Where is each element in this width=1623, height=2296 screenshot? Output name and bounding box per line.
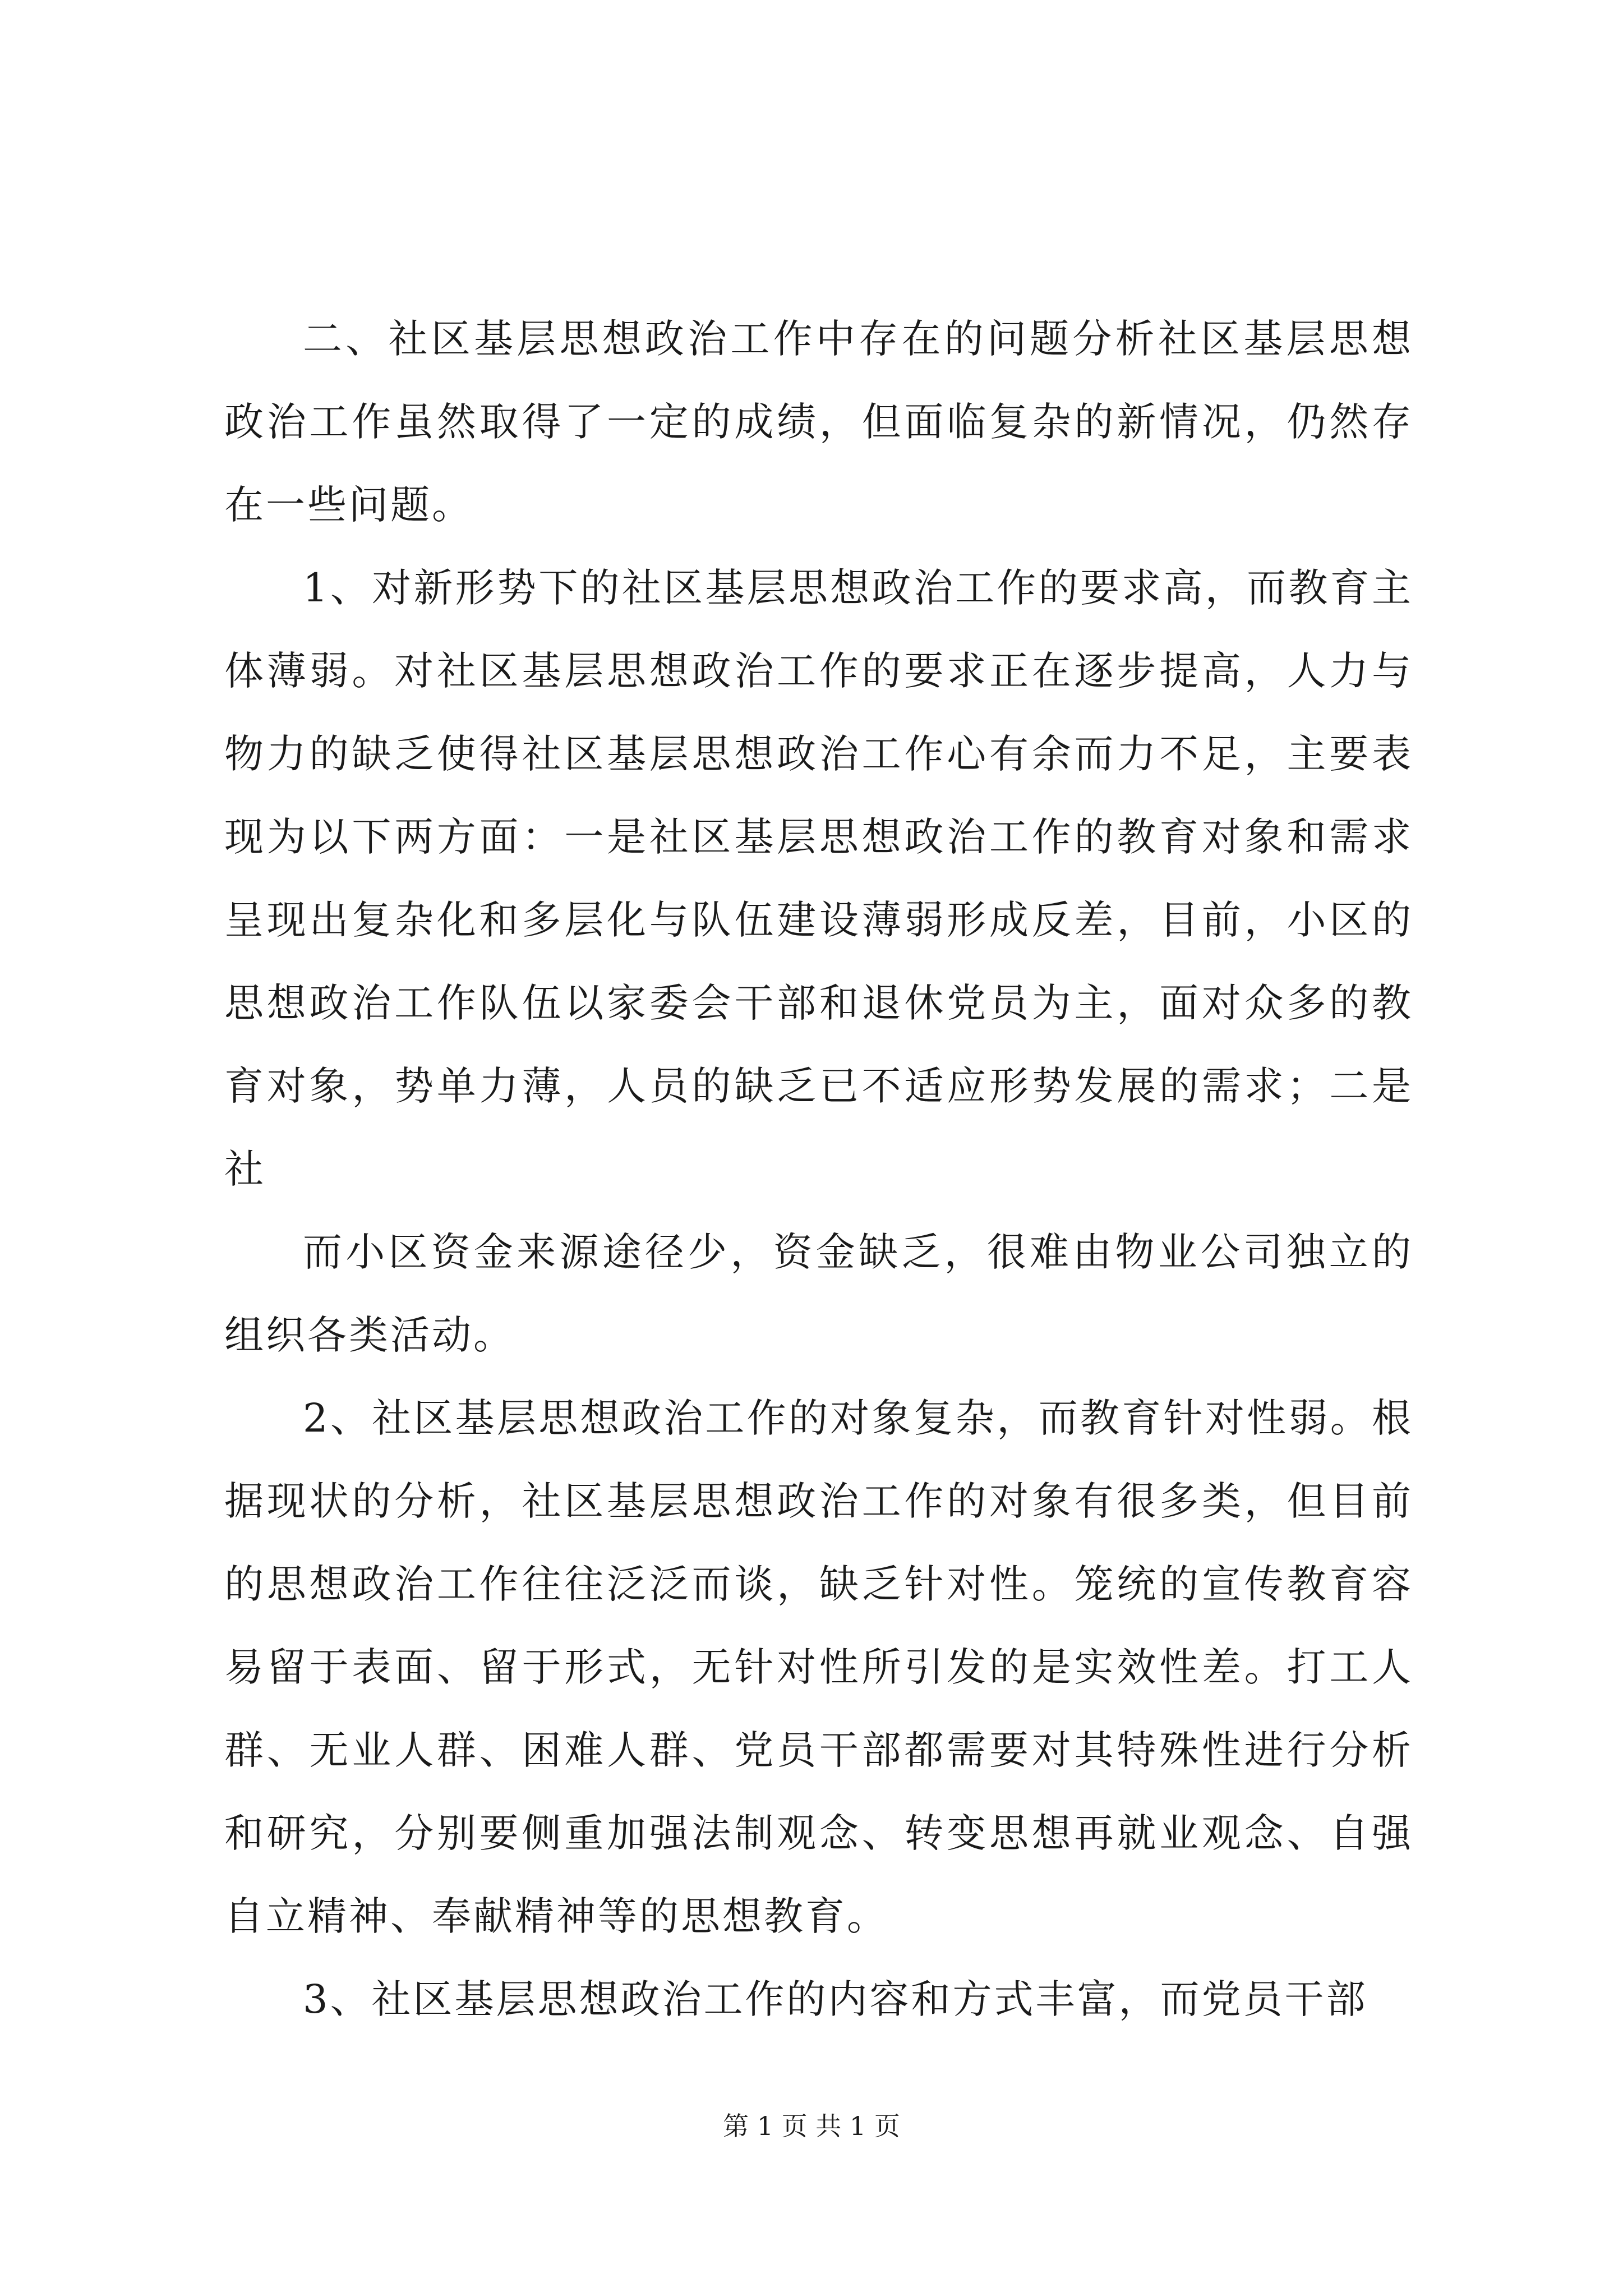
document-body xyxy=(224,297,1413,2041)
paragraph-point-two: 2、社区基层思想政治工作的对象复杂，而教育针对性弱。根据现状的分析，社区基层思想政治工作的对象有很多类，但目前的思想政治工作往往泛泛而谈，缺乏针对性。笼统的宣传教育容易留于表面、留于形式，无针对性所引发的是实效性差。打工人群、无业人群、困难人群、党员干部都需要对其特殊性进行分析和研究，分别要侧重加强法制观念、转变思想再就业观念、自强自立精神、奉献精神等的思想教育。 xyxy=(224,1395,1413,1939)
paragraph-section-two-heading: 二、社区基层思想政治工作中存在的问题分析社区基层思想政治工作虽然取得了一定的成绩，但面临复杂的新情况，仍然存在一些问题。 xyxy=(224,316,1413,528)
paragraph-point-three: 3、社区基层思想政治工作的内容和方式丰富，而党员干部 xyxy=(303,1976,1368,2022)
paragraph-funding: 而小区资金来源途径少，资金缺乏，很难由物业公司独立的组织各类活动。 xyxy=(224,1229,1413,1358)
page-number-footer: 第 1 页 共 1 页 xyxy=(723,2111,900,2141)
paragraph-point-one: 1、对新形势下的社区基层思想政治工作的要求高，而教育主体薄弱。对社区基层思想政治工作的要求正在逐步提高，人力与物力的缺乏使得社区基层思想政治工作心有余而力不足，主要表现为以下两方面：一是社区基层思想政治工作的教育对象和需求呈现出复杂化和多层化与队伍建设薄弱形成反差，目前，小区的思想政治工作队伍以家委会干部和退休党员为主，面对众多的教育对象，势单力薄，人员的缺乏已不适应形势发展的需求；二是社 xyxy=(224,565,1413,1192)
